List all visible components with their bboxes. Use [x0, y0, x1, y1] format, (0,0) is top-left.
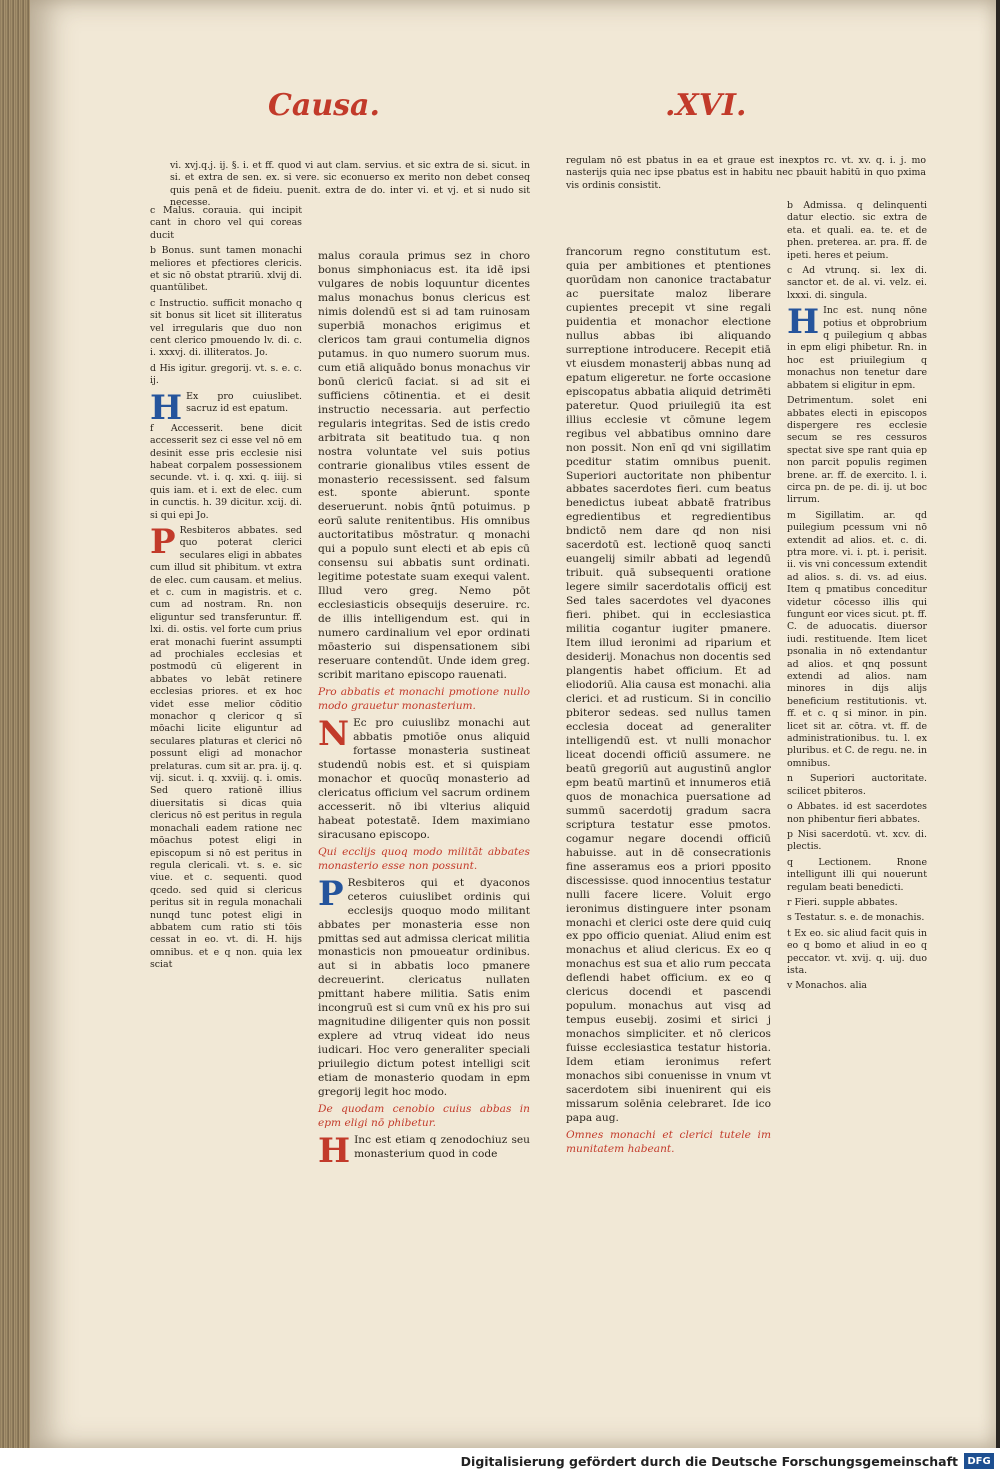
rubric: Omnes monachi et clerici tutele im munitatem habeant. — [566, 1129, 771, 1155]
running-title-left: Causa. — [268, 88, 380, 123]
gloss-paragraph: f Accesserit. bene dicit accesserit sez ci esse vel nō em desinit esse pris ecclesie nisi habeat corpalem possessionem secunde. vt. i. q. xxi. q. iiij. si quis iam. et i. ext de elec. cum in cunctis. h. 39 dicitur. xcij. di. si qui epi Jo. — [150, 422, 302, 521]
rubric: Pro abbatis et monachi pmotione nullo modo grauetur monasterium. — [318, 686, 530, 712]
gloss-paragraph: r Fieri. supple abbates. — [787, 896, 898, 908]
dfg-logo-icon[interactable]: DFG — [964, 1453, 994, 1469]
gloss-paragraph: b Admissa. q delinquenti datur electio. sic extra de eta. et quali. ea. te. et de phen. preterea. ar. pra. ff. de ipeti. heres et peium. — [787, 200, 927, 261]
gloss-paragraph: n Superiori auctoritate. scilicet pbiteros. — [787, 773, 927, 797]
gloss-paragraph: Detrimentum. solet eni abbates electi in episcopos dispergere res ecclesie secum se res cessuros spectat sive spe rant quia ep non parcit populis regimen brene. ar. ff. de exercito. l. i. circa pn. de pe. di. ij. ut boc lirrum. — [787, 395, 927, 506]
gloss-paragraph — [150, 387, 302, 428]
gloss-paragraph: regulam nō est pbatus in ea et graue est inexptos rc. vt. xv. q. i. j. mo nasterijs quia nec ipse pbatus est in habitu nec pbauit habitū in quo pxima vis ordinis consistit. — [566, 155, 926, 191]
initial-p-red: P — [150, 521, 176, 562]
gloss-paragraph: c Ad vtrunq. si. lex di. sanctor et. de al. vi. velz. ei. lxxxi. di. singula. — [787, 265, 927, 301]
funding-notice: Digitalisierung gefördert durch die Deutsche Forschungsgemeinschaft — [460, 1454, 958, 1469]
gloss-paragraph: c Instructio. sufficit monacho q sit bonus sit licet sit illiteratus vel irregularis que duo non cent clerico pmouendo lv. di. c. i. xxxvj. di. illiteratos. Jo. — [150, 297, 302, 359]
initial-h-red: H — [318, 1131, 351, 1172]
gloss-paragraph: b Bonus. sunt tamen monachi meliores et pfectiores clericis. et sic nō obstat ptrariū. xlvij di. quantūlibet. — [150, 245, 302, 294]
main-paragraph — [318, 873, 530, 1101]
main-text: Ec pro cuiuslibz monachi aut abbatis pmotiōe onus aliquid fortasse monasteria sustineat studendū nobis est. et si quispiam monachor et quocūq monasterio ad clericatus officium vel sacrum ordinem accesserit. nō ibi vlterius aliquid habeat potestatē. Idem maximiano siracusano episcopo. — [318, 716, 530, 841]
book-page-edges — [0, 0, 34, 1450]
rubric: De quodam cenobio cuius abbas in epm eligi nō phibetur. — [318, 1103, 530, 1130]
gloss-text: Inc est. nunq nōne potius et obprobrium q puilegium q abbas in epm eligi phibetur. Rn. in hoc est priuilegium q monachus non tenetur dare abbatem si eligitur in epm. — [787, 305, 927, 391]
main-text: Inc est etiam q zenodochiuz seu monasterium quod in code — [354, 1134, 530, 1161]
main-text-column-right — [566, 246, 771, 1160]
main-paragraph: malus coraula primus sez in choro bonus simphoniacus est. ita idē ipsi vulgares de nobis loquuntur dicentes malus monachus bonus clericus est nimis dolendū est si ad tam ruinosam superbiā monachos erigimus et clericos tam graui contumelia dignos putamus. in quo numero suorum mus. cum etiā aliquādo bonus monachus vir bonū clericū faciat. si ad sit ei sufficiens cōtinentia. et ei desit instructio necessaria. aut perfectio regularis integritas. Sed de istis credo arbitrata sit beatitudo tua. q non nostra voluntate vel suis potius contrarie gionalibus vtiles essent de monasterio recessissent. sed falsum est. sponte abierunt. sponte deseruerunt. nobis q̄ntū potuimus. p eorū salute renitentibus. His omnibus auctoritatibus mōstratur. q monachi qui a populo sunt electi et ab epis cū consensu sui abbatis sunt ordinati. legitime potestate suam exequi valent. Illud vero greg. Nemo pōt ecclesiasticis obsequijs deseruire. rc. de illis intelligendum est. qui in numero cardinalium vel epor ordinati mōasterio sui dispensationem sibi reseruare contendūt. Unde idem greg. scribit maritano episcopo rauenati. — [318, 250, 530, 682]
gloss-paragraph: c Malus. corauia. qui incipit cant in choro vel qui coreas ducit — [150, 205, 302, 241]
gloss-top-right — [566, 155, 926, 195]
gloss-paragraph: q Lectionem. Rnone intelligunt illi qui nouerunt regulam beati benedicti. — [787, 856, 927, 893]
gloss-paragraph: m Sigillatim. ar. qd puilegium pcessum vni nō extendit ad alios. et. c. di. ptra more. vi. i. pt. i. perisit. ii. vis vni concessum extendit ad alios. s. di. vs. ad eius. Item q pmatibus conceditur videtur cōcesso illis qui fungunt eor vices sicut. pt. ff. C. de aduocatis. diuersor iudi. restituende. Item licet psonalia in nō extendantur ad alios. et qnq possunt extendi ad alios. nam minores in dijs alijs beneficium restitutionis. vt. ff. et c. q si minor. in pin. licet sit ar. cōtra. vt. ff. de administrationibus. tu. l. ex pluribus. et C. de regu. ne. in omnibus. — [787, 509, 927, 769]
initial-h-blue: H — [787, 302, 820, 343]
gloss-paragraph: d His igitur. gregorij. vt. s. e. c. ij. — [150, 362, 302, 387]
gloss-paragraph — [787, 302, 927, 392]
main-text: Resbiteros qui et dyaconos ceteros cuiuslibet ordinis qui ecclesijs quoquo modo militant abbates per monasteria esse non pmittas sed aut admissa clericat militia monasticis non pmoueatur ordinibus. aut si in abbatis loco pmanere decreuerint. clericatus nullaten pmittant habere militia. Satis enim incongruū est si cum vnū ex his pro sui magnitudine diligenter quis non possit explere ad vtruq videat ido neus iudicari. Hoc vero generaliter speciali priuilegio dictum potest intelligi scit etiam de monasterio quodam in epm gregorij legit hoc modo. — [318, 876, 530, 1099]
running-title-right: .XVI. — [665, 88, 747, 123]
gloss-text: Resbiteros abbates. sed quo poterat clerici seculares eligi in abbates cum illud sit phibitum. vt extra de elec. cum causam. et melius. et c. cum in magistris. et c. cum ad nostram. Rn. non eliguntur sed transferuntur. ff. lxi. di. ostis. vel forte cum prius erat monachi fuerint assumpti ad prochiales ecclesias et postmodū cū eligerent in abbates vo lebāt retinere ecclesias priores. et ex hoc videt esse melior cōditio monachor q clericor q sī mōachi licite eliguntur ad seculares platuras et clerici nō possunt eligi ad monachor prelaturas. cum sit ar. pra. ij. q. vij. sicut. i. q. xxviij. q. i. omis. Sed quero rationē illius diuersitatis si dicas quia clericus nō est peritus in regula monachali eadem ratione nec mōachus potest eligi in episcopum si nō est peritus in regula clericali. vt. s. e. sic viue. et c. sequenti. quod qcedo. sed quid si clericus peritus sit in regula monachali nunqd tunc potest eligi in abbatem cum ratio sti tōis cessat in eo. vt. di. H. hijs omnibus. et e q non. quia lex sciat — [150, 524, 302, 971]
main-paragraph: francorum regno constitutum est. quia per ambitiones et ptentiones quorūdam non canonice tractabatur ac puersitate maloz liberare cupientes precepit vt sine regali puidentia et monachor electione nullus abbas ibi aliquando surreptione introducere. Recepit etiā vt eiusdem monasterij abbas nunq ad epatum eligeretur. ne forte occasione episcopatus abbatia aliquid detrimēti pateretur. Quod priuilegiū ita est illius ecclesie vt cōmune legem regibus vel abbatibus omnino dare non possit. Non enī qd vni sigillatim pceditur statim omnibus puenit. Superiori auctoritate non phibentur abbates sacerdotes fieri. cum beatus benedictus iubeat abbatē fratribus egredientibus et regredientibus bndictō nem dare qd non nisi sacerdotū est. lectionē quoq sancti euangelij similr abbati ad legendū tribuit. quā subsequenti oratione legere similr sacerdotalis officij est Sed tales sacerdotes vel dyacones fieri. phibet. qui in ecclesiastica militia cogantur iugiter pmanere. Item illud ieronimi ad riparium et desiderij. Monachus non docentis sed plangentis habet officium. Et ad eliodoriū. Alia causa est monachi. alia clerici. et ad rusticum. Si in concilio pbiteror sedeas. sed nullus tamen ecclesia doceat ad generaliter intelligendū est. vt nulli monachor liceat docendi officiū assumere. ne beatū gregoriū aut augustinū anglor epm beatū martinū et innumeros etiā quos de monachica puersatione ad summū sacerdotij gradum sacra scriptura testatur esse pmotos. cogamur negare docendi officiū habuisse. aut in dē consecrationis fine asseramus eos a priori pposito discessisse. quod innocentius testatur nulli facere licere. Voluit ergo ieronimus distinguere inter psonam monachi et clerici oste dere quid cuiq ex ppo officio queniat. Aliud enim est monachus et aliud clericus. Ex eo q monachus est sua et alio rum peccata deflendi habet officium. ex eo q clericus docendi et pascendi populum. monachus aut visq ad tempus eusebij. zosimi et sirici j monachos simpliciter. et nō clericos fuisse ecclesiastica testatur historia. Idem etiam ieronimus refert monachos sibi conuenisse in vnum vt sacerdotem sibi inuenirent qui eis missarum solēnia celebraret. Ide ico papa aug. — [566, 246, 771, 1125]
gloss-paragraph: o Abbates. id est sacerdotes non phibentur fieri abbates. — [787, 801, 927, 825]
gloss-paragraph — [150, 521, 302, 972]
initial-p-blue: P — [318, 873, 344, 914]
gloss-paragraph: vi. xvj.q.j. ij. §. i. et ff. quod vi aut clam. servius. et sic extra de si. sicut. in si. et extra de sen. ex. si vere. sic econuerso ex merito non debet conseq quis penā et de fideiu. puenit. extra de do. inter vi. et vj. et si nudo sit necesse. — [170, 160, 530, 209]
gloss-paragraph: v Monachos. alia — [787, 980, 868, 992]
gloss-paragraph: p Nisi sacerdotū. vt. xcv. di. plectis. — [787, 828, 927, 853]
main-paragraph — [318, 1131, 530, 1172]
gloss-column-right — [787, 200, 927, 996]
main-paragraph — [318, 713, 530, 843]
gloss-paragraph: t Ex eo. sic aliud facit quis in eo q bomo et aliud in eo q peccator. vt. xvij. q. uij. duo ista. — [787, 927, 927, 976]
main-text-column-left — [318, 250, 530, 1172]
gloss-text: Ex pro cuiuslibet. sacruz id est epatum. — [186, 390, 302, 415]
initial-n-red: N — [318, 713, 350, 754]
rubric: Qui ecclijs quoq modo militāt abbates monasterio esse non possunt. — [318, 845, 530, 872]
initial-h-blue: H — [150, 387, 183, 428]
gloss-paragraph: s Testatur. s. e. de monachis. — [787, 912, 925, 924]
footer-bar — [0, 1448, 1000, 1475]
gloss-column-left — [150, 205, 302, 975]
